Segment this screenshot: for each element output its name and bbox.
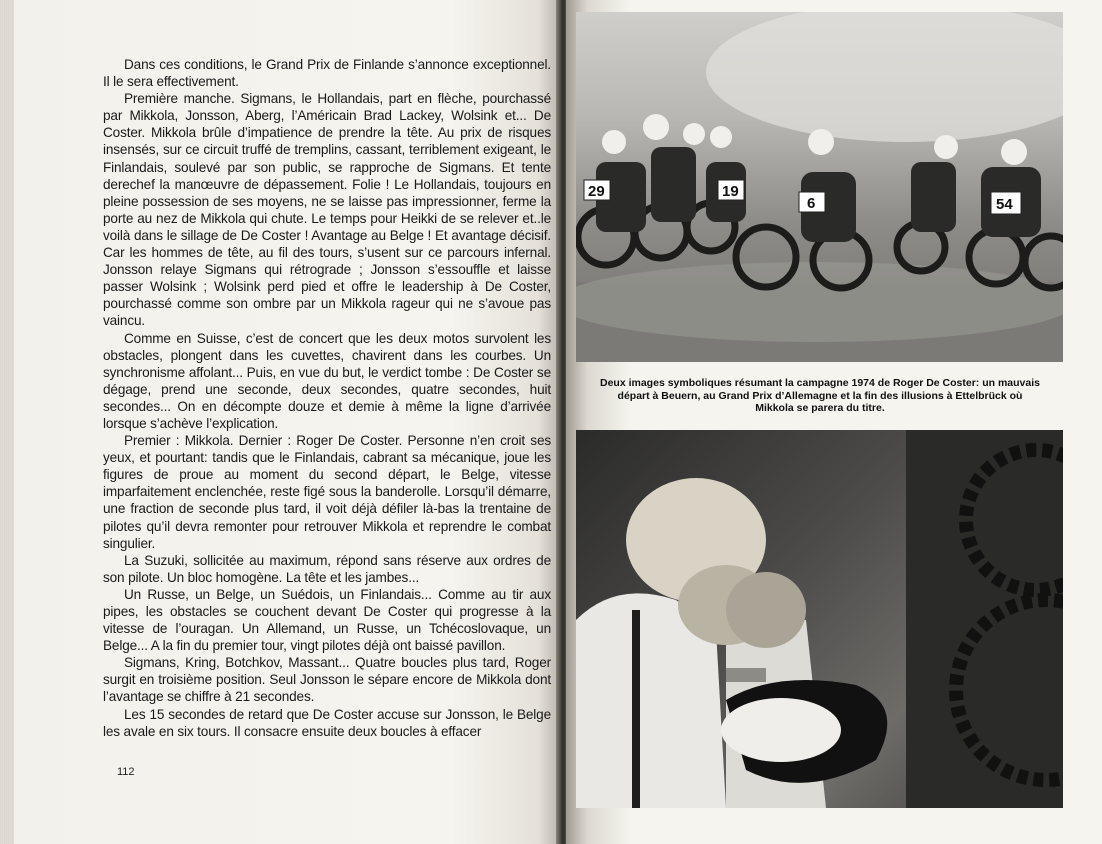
paragraph: Dans ces conditions, le Grand Prix de Finlande s’annonce exceptionnel. Il le sera effectivement. <box>103 57 551 90</box>
body-text <box>103 56 551 740</box>
motocross-riders-illustration <box>576 12 1063 362</box>
dejected-rider-photo <box>576 430 1063 808</box>
race-number: 29 <box>588 183 605 200</box>
photo-caption: Deux images symboliques résumant la campagne 1974 de Roger De Coster: un mauvais départ à Beuern, au Grand Prix d’Allemagne et la fin des illusions à Ettelbrück où Mikkola se parera du titre. <box>600 377 1040 414</box>
race-number: 6 <box>807 195 816 212</box>
paragraph: La Suzuki, sollicitée au maximum, répond sans réserve aux ordres de son pilote. Un bloc homogène. La tête et les jambes... <box>103 552 551 585</box>
page-number: 112 <box>117 766 135 778</box>
paragraph: Les 15 secondes de retard que De Coster accuse sur Jonsson, le Belge les avale en six tours. Il consacre ensuite deux boucles à effacer <box>103 706 551 739</box>
race-number: 54 <box>996 196 1013 213</box>
race-number: 19 <box>722 183 739 200</box>
paragraph: Comme en Suisse, c’est de concert que les deux motos survolent les obstacles, plongent dans les cuvettes, chavirent dans les courbes. Un synchronisme affolant... Puis, en vue du but, le verdict tombe : De Coster se dégage, prend une seconde, deux secondes, quatre secondes, huit secondes... On en décompte douze et demie à même la ligne d’arrivée lorsque s’achève l’explication. <box>103 330 551 431</box>
rider-head-in-hands-illustration <box>576 430 1063 808</box>
paragraph: Premier : Mikkola. Dernier : Roger De Coster. Personne n’en croit ses yeux, et pourtant: tandis que le Finlandais, cabrant sa mécanique, joue les figures de proue au moment du second départ, le Belge, vitesse imparfaitement enclenchée, reste figé sous la banderolle. Lorsqu’il démarre, une fraction de seconde plus tard, il voit déjà défiler là-bas la trentaine de pilotes qu’il devra remonter pour retrouver Mikkola et reprendre le combat singulier. <box>103 433 551 551</box>
paragraph: Première manche. Sigmans, le Hollandais, part en flèche, pourchassé par Mikkola, Jonsson, Aberg, l’Américain Brad Lackey, Wolsink et... De Coster. Mikkola brûle d’impatience de prendre la tête. Au prix de risques insensés, sur ce circuit truffé de tremplins, cassant, terriblement exigeant, le Finlandais, soulevé par son public, se rapproche de Sigmans. Et tente derechef la manœuvre de dépassement. Folie ! Le Hollandais, toujours en pleine possession de ses moyens, ne se laisse pas impressionner, ferme la porte au nez de Mikkola qui chute. Le temps pour Heikki de se relever et..le voilà dans le sillage de De Coster ! Avantage au Belge ! Et avantage décisif. Car les hommes de tête, au fil des tours, s’usent sur ce parcours infernal. Jonsson relaye Sigmans qui rétrograde ; Jonsson s’essouffle et laisse passer Wolsink ; Wolsink perd pied et offre le leadership à De Coster, pourchassé comme son ombre par un Mikkola rageur qui ne s’avoue pas vaincu. <box>103 91 551 329</box>
motocross-start-photo <box>576 12 1063 362</box>
paragraph: Sigmans, Kring, Botchkov, Massant... Quatre boucles plus tard, Roger surgit en troisième position. Seul Jonsson le sépare encore de Mikkola dont l’avantage se chiffre à 21 secondes. <box>103 655 551 705</box>
page-edge <box>0 0 14 844</box>
paragraph: Un Russe, un Belge, un Suédois, un Finlandais... Comme au tir aux pipes, les obstacles se couchent devant De Coster qui progresse à la vitesse de l’ouragan. Un Allemand, un Russe, un Tchécoslovaque, un Belge... A la fin du premier tour, vingt pilotes déjà ont baissé pavillon. <box>103 586 551 654</box>
